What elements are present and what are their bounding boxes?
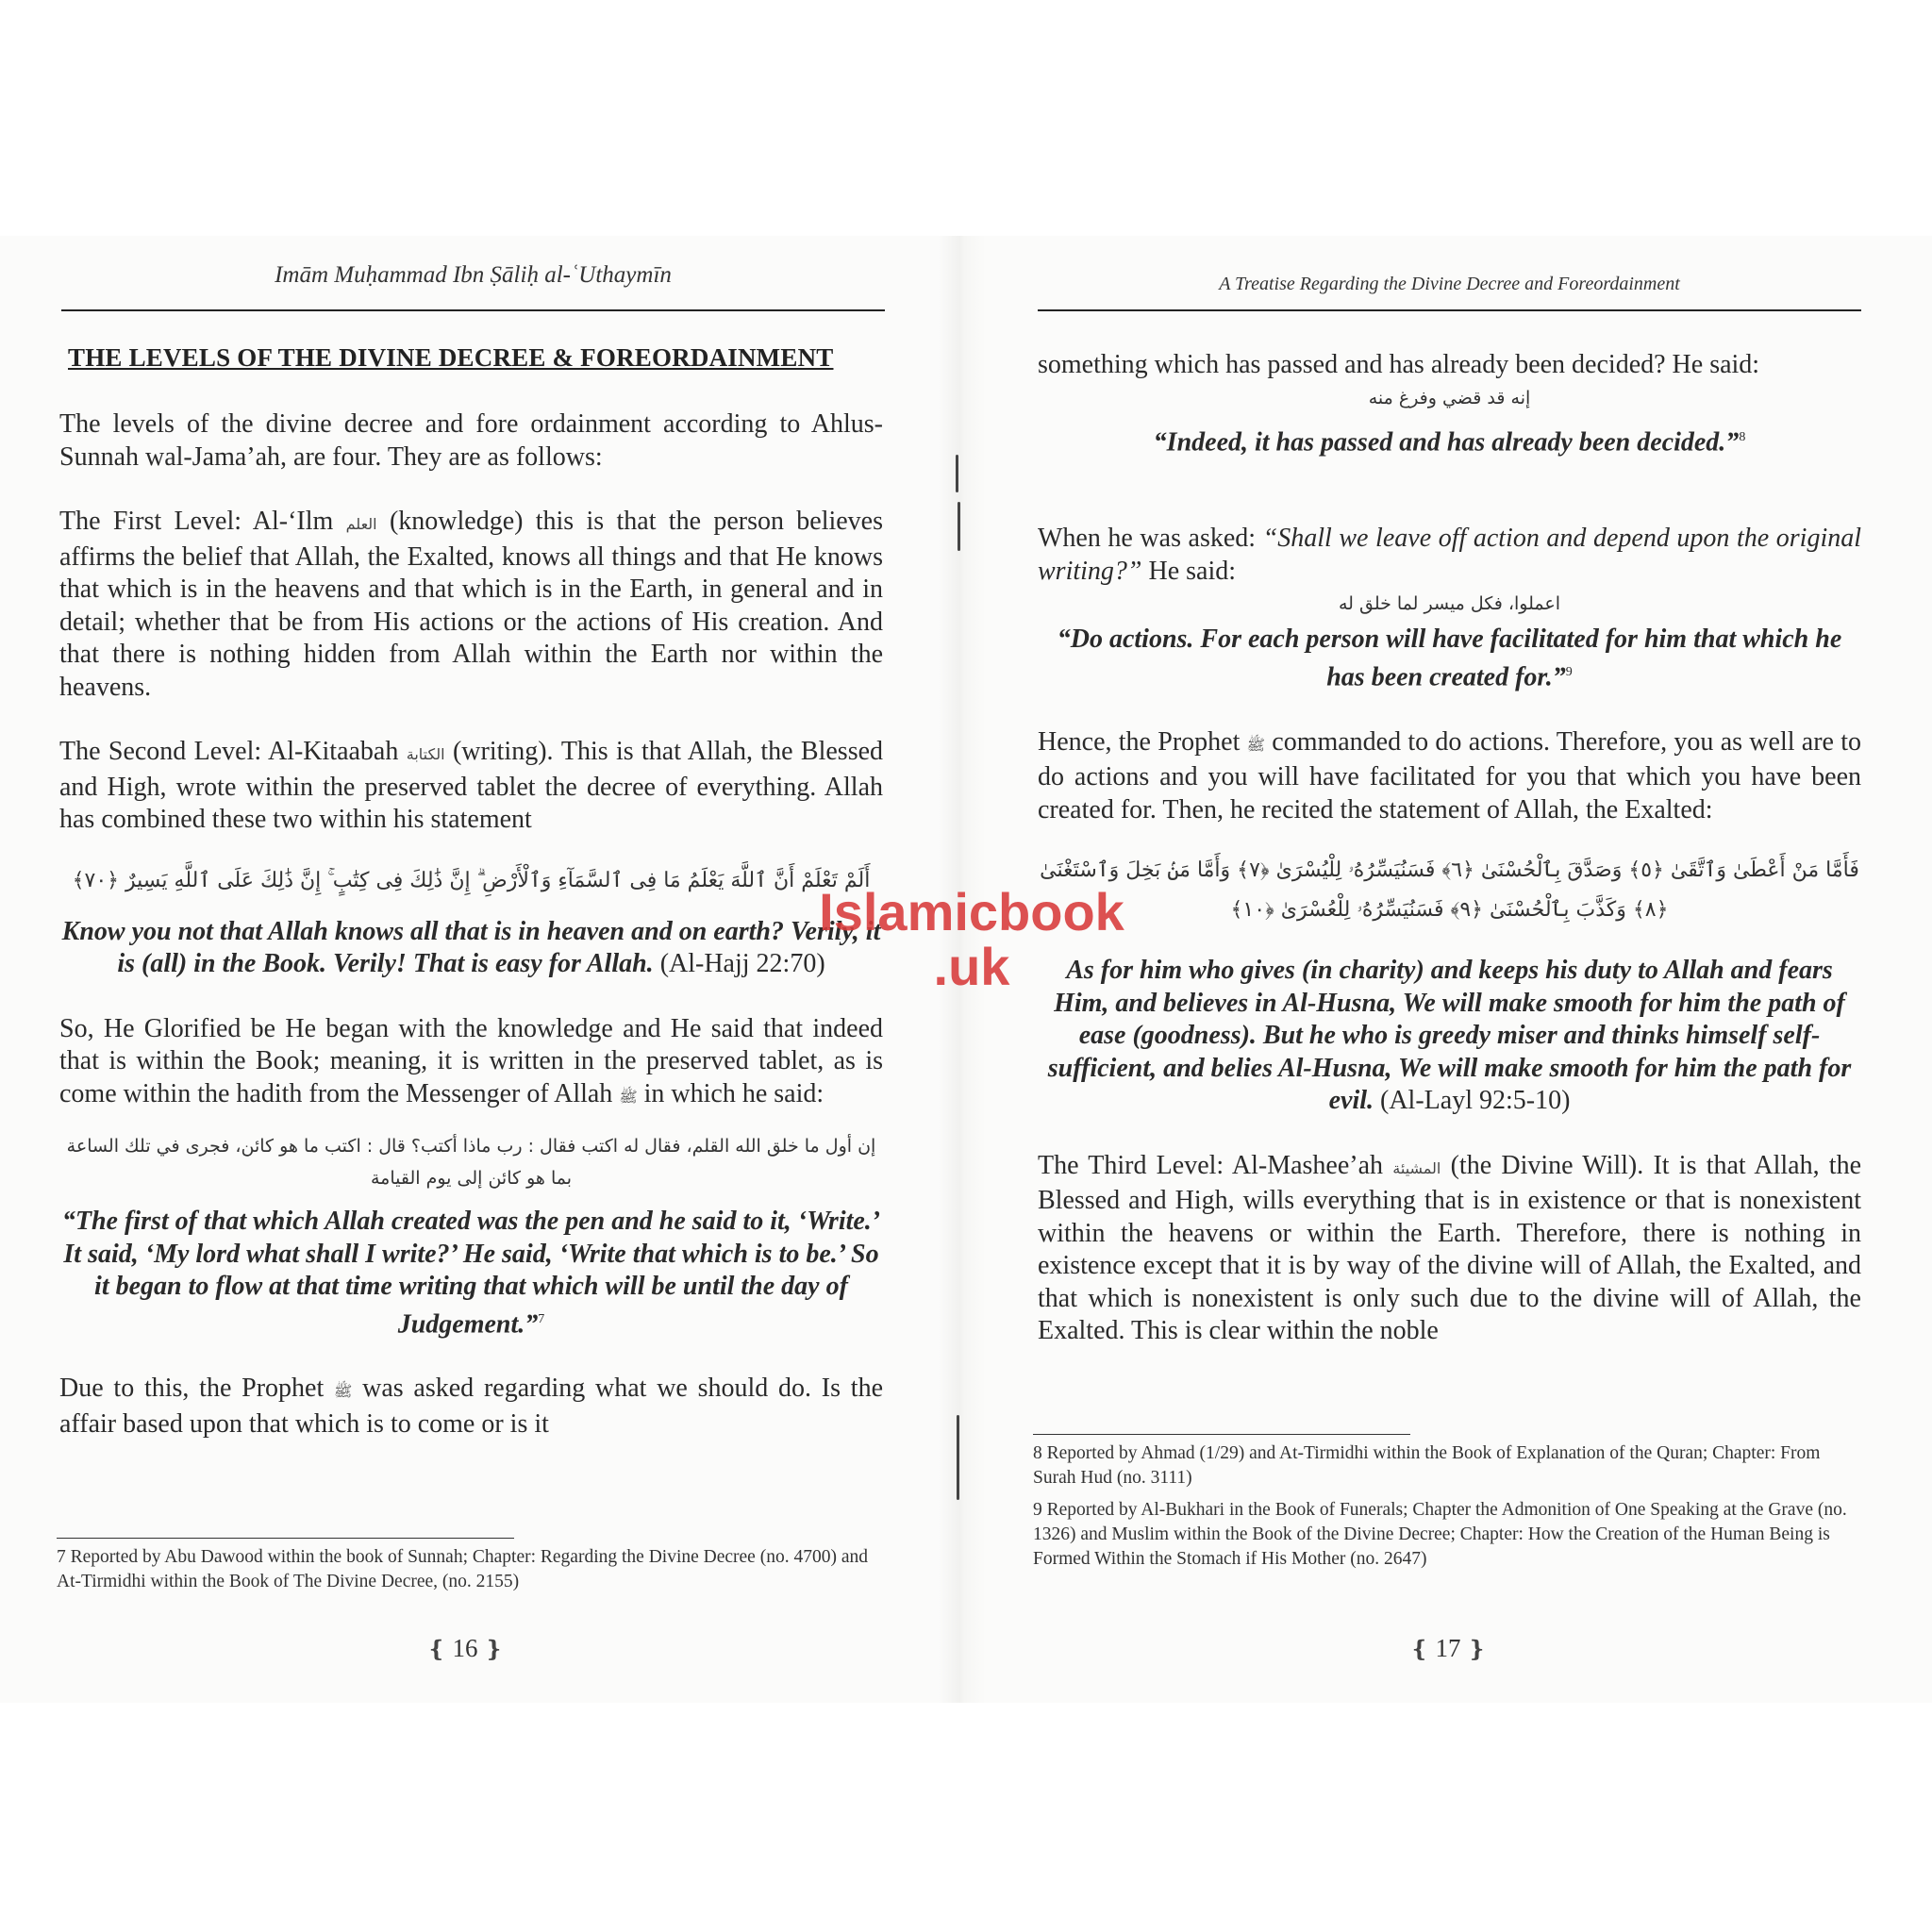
explanation-paragraph: So, He Glorified be He began with the knowledge and He said that indeed that is within the Book; meaning, it is written in the preserved tablet, as is come within the hadith from the Messenger of Allah ﷺ in which he said: <box>59 1013 883 1108</box>
quran-verse-arabic: فَأَمَّا مَنْ أَعْطَىٰ وَٱتَّقَىٰ ﴿٥﴾ وَصَدَّقَ بِٱلْحُسْنَىٰ ﴿٦﴾ فَسَنُيَسِّرُهُۥ لِلْيُسْرَىٰ ﴿٧﴾ وَأَمَّا مَنۢ بَخِلَ وَٱسْتَغْنَىٰ ﴿٨﴾ وَكَذَّبَ بِٱلْحُسْنَىٰ ﴿٩﴾ فَسَنُيَسِّرُهُۥ لِلْعُسْرَىٰ ﴿١٠﴾ <box>1040 858 1859 923</box>
question-paragraph: When he was asked: “Shall we leave off action and depend upon the original writing?” He said: <box>1038 524 1862 586</box>
footnote-9: 9 Reported by Al-Bukhari in the Book of Funerals; Chapter the Admonition of One Speaking at the Grave (no. 1326) and Muslim within the Book of the Divine Decree; Chapter: How the Creation of the Human Being is Formed Within the Stomach if His Mother (no. 2647) <box>1033 1500 1847 1569</box>
watermark: Islamicbook .uk <box>819 882 1124 996</box>
hadith-translation-2: “Do actions. For each person will have facilitated for him that which he has been created for.”$^9$ <box>1057 625 1842 692</box>
page-number: ❴ 17 ❵ <box>1409 1634 1487 1662</box>
first-level-paragraph: The First Level: Al-‘Ilm العلم (knowledge) this is that the person believes affirms the belief that Allah, the Exalted, knows all things and that He knows that which is in the heavens and that which is in the Earth, in general and in detail; whether that be from His actions or the actions of His creation. And that there is nothing hidden from Allah within the Earth nor within the heavens. <box>59 507 884 702</box>
footnote-rule <box>57 1538 514 1539</box>
hadith-translation: “The first of that which Allah created was the pen and he said to it, ‘Write.’ It said, ‘My lord what shall I write?’ He said, ‘Write that which is to be.’ So it began to flow at that time writing that which will be until the day of Judgement.”$^7$ <box>61 1207 881 1339</box>
intro-paragraph: The levels of the divine decree and fore ordainment according to Ahlus-Sunnah wal-Jama’ah, are four. They are as follows: <box>59 409 883 472</box>
quran-verse-translation: Know you not that Allah knows all that is in heaven and on earth? Verily, it is (all) in the Book. Verily! That is easy for Allah. (Al-Hajj 22:70) <box>61 916 881 978</box>
header-rule <box>61 309 885 311</box>
hadith-translation-1: “Indeed, it has passed and has already been decided.”$^8$ <box>1153 426 1746 457</box>
footnote-rule <box>1033 1434 1410 1435</box>
section-title: THE LEVELS OF THE DIVINE DECREE & FOREORDAINMENT <box>68 343 834 372</box>
footnote-8: 8 Reported by Ahmad (1/29) and At-Tirmidhi within the Book of Explanation of the Quran; Chapter: From Surah Hud (no. 3111) <box>1033 1443 1821 1488</box>
running-header: A Treatise Regarding the Divine Decree and Foreordainment <box>1219 274 1680 294</box>
third-level-paragraph: The Third Level: Al-Mashee’ah المشيئة (the Divine Will). It is that Allah, the Blessed and High, wills everything that is in existence or that is nonexistent within the heavens or within the Earth. Therefore, there is nothing in existence except that it is by way of the divine will of Allah, the Exalted, and that which is nonexistent is only such due to the divine will of Allah, the Exalted. This is clear within the noble <box>1038 1150 1862 1346</box>
hence-paragraph: Hence, the Prophet ﷺ commanded to do actions. Therefore, you as well are to do actions and you will have facilitated for you that which you have been created for. Then, he recited the statement of Allah, the Exalted: <box>1038 726 1862 824</box>
quran-verse-translation: As for him who gives (in charity) and keeps his duty to Allah and fears Him, and believes in Al-Husna, We will make smooth for him the path of ease (goodness). But he who is greedy miser and thinks himself self-sufficient, and belies Al-Husna, We will make smooth for him the path for evil. (Al-Layl 92:5-10) <box>1047 956 1852 1116</box>
footnote-7: 7 Reported by Abu Dawood within the book of Sunnah; Chapter: Regarding the Divine Decree (no. 4700) and At-Tirmidhi within the Book of The Divine Decree, (no. 2155) <box>57 1547 868 1591</box>
hadith-arabic: إن أول ما خلق الله القلم، فقال له اكتب فقال : رب ماذا أكتب؟ قال : اكتب ما هو كائن، فجرى في تلك الساعة بما هو كائن إلى يوم القيامة <box>66 1136 876 1189</box>
continuation-line: something which has passed and has already been decided? He said: <box>1038 350 1760 379</box>
hadith-arabic-1: إنه قد قضي وفرغ منه <box>1368 387 1531 408</box>
body-text <box>59 408 883 1441</box>
hadith-arabic-2: اعملوا، فكل ميسر لما خلق له <box>1338 593 1561 615</box>
header-rule <box>1038 309 1861 311</box>
running-header: Imām Muḥammad Ibn Ṣāliḥ al-ʿUthaymīn <box>275 262 672 288</box>
salawat-glyph: ﷺ <box>619 1087 638 1106</box>
continuation-paragraph: Due to this, the Prophet ﷺ was asked regarding what we should do. Is the affair based upon that which is to come or is it <box>59 1374 884 1439</box>
page-number: ❴ 16 ❵ <box>426 1634 504 1662</box>
second-level-paragraph: The Second Level: Al-Kitaabah الكتابة (writing). This is that Allah, the Blessed and High, wrote within the preserved tablet the decree of everything. Allah has combined these two within his statement <box>59 737 884 834</box>
footnotes <box>1033 1441 1863 1579</box>
quran-verse-arabic: أَلَمْ تَعْلَمْ أَنَّ ٱللَّهَ يَعْلَمُ مَا فِى ٱلسَّمَآءِ وَٱلْأَرْضِ ۗ إِنَّ ذَٰلِكَ فِى كِتَٰبٍ ۚ إِنَّ ذَٰلِكَ عَلَى ٱللَّهِ يَسِيرٌ ﴿٧٠﴾ <box>72 868 871 892</box>
body-text <box>1038 349 1861 1348</box>
